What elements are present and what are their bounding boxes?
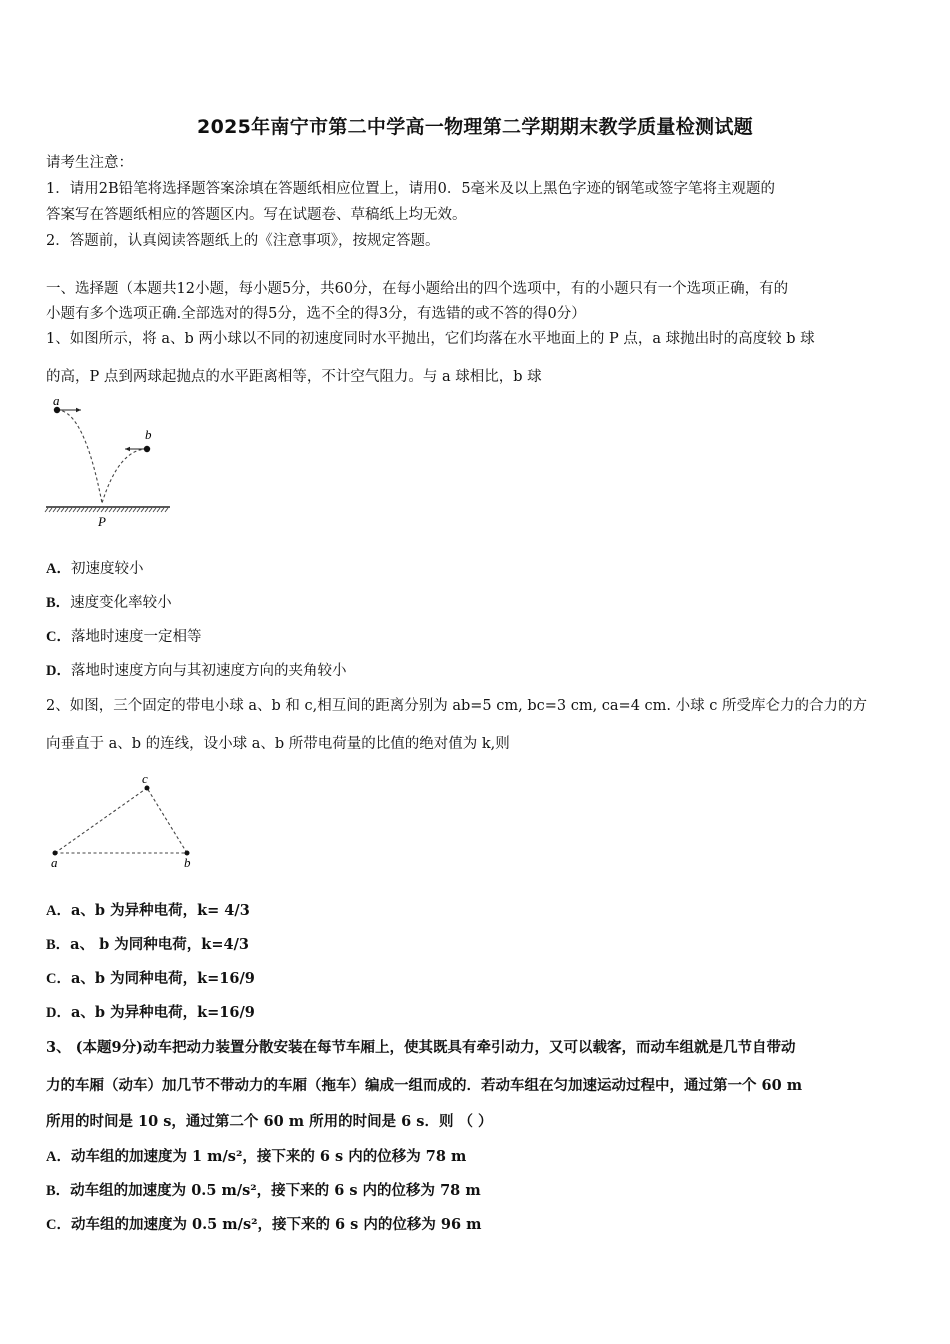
option-text: 动车组的加速度为 1 m/s²，接下来的 6 s 内的位移为 78 m [70, 1148, 467, 1165]
ground-hatch [97, 508, 100, 512]
question-2-stem-line-1: 2、如图，三个固定的带电小球 a、b 和 c,相互间的距离分别为 ab=5 cm, bc=3 cm, ca=4 cm. 小球 c 所受库仑力的合力的方 [46, 698, 867, 714]
question-3-option-a[interactable] [46, 1145, 466, 1166]
question-1-option-c[interactable] [46, 625, 201, 646]
ground-hatch [141, 508, 144, 512]
ground-hatch [61, 508, 64, 512]
option-letter: D． [46, 663, 71, 679]
notice-heading: 请考生注意： [46, 155, 133, 171]
option-letter: C． [46, 971, 71, 987]
ground-hatch [137, 508, 140, 512]
label-a: a [51, 855, 58, 870]
section-instructions-line-1: 一、选择题（本题共12小题，每小题5分，共60分，在每小题给出的四个选项中，有的小题只有一个选项正确，有的 [46, 281, 789, 297]
ground-hatch [73, 508, 76, 512]
option-letter: A． [46, 561, 71, 577]
ground-hatch [161, 508, 164, 512]
option-letter: D． [46, 1005, 71, 1021]
label-b: b [184, 855, 191, 870]
section-instructions-line-2: 小题有多个选项正确.全部选对的得5分，选不全的得3分，有选错的或不答的得0分） [46, 306, 586, 322]
option-text: 动车组的加速度为 0.5 m/s²，接下来的 6 s 内的位移为 96 m [70, 1216, 482, 1233]
ground-hatch [129, 508, 132, 512]
ground-hatch [165, 508, 168, 512]
option-letter: A． [46, 903, 71, 919]
ground-hatch [69, 508, 72, 512]
ground-hatch [133, 508, 136, 512]
ground-hatch [113, 508, 116, 512]
ground-hatch [85, 508, 88, 512]
ground-hatch [157, 508, 160, 512]
option-letter: B． [46, 1183, 71, 1199]
option-text: a、b 为异种电荷，k=16/9 [70, 1004, 255, 1021]
option-letter: A． [46, 1149, 71, 1165]
option-text: a、 b 为同种电荷，k=4/3 [70, 936, 249, 953]
segment-bc [147, 788, 187, 853]
ground-hatch [65, 508, 68, 512]
question-1-stem-line-1: 1、如图所示，将 a、b 两小球以不同的初速度同时水平抛出，它们均落在水平地面上的 P 点，a 球抛出时的高度较 b 球 [46, 331, 815, 347]
question-2-option-c[interactable] [46, 967, 255, 988]
option-text: 落地时速度方向与其初速度方向的夹角较小 [70, 663, 347, 679]
segment-ac [55, 788, 147, 853]
option-text: a、b 为异种电荷，k= 4/3 [70, 902, 250, 919]
ground-hatch [101, 508, 104, 512]
ground-hatch [89, 508, 92, 512]
ground-hatch [109, 508, 112, 512]
question-1-option-a[interactable] [46, 557, 143, 578]
ground-hatch [125, 508, 128, 512]
option-letter: B． [46, 937, 71, 953]
ground-hatch [57, 508, 60, 512]
question-2-stem-line-2: 向垂直于 a、b 的连线，设小球 a、b 所带电荷量的比值的绝对值为 k,则 [46, 736, 510, 752]
notice-item-1-line-1: 1．请用2B铅笔将选择题答案涂填在答题纸相应位置上，请用0．5毫米及以上黑色字迹的钢笔或签字笔将主观题的 [46, 181, 776, 197]
ball-b [144, 446, 150, 452]
label-p: P [98, 514, 106, 529]
ground-hatch [149, 508, 152, 512]
charge-triangle-figure [44, 770, 204, 870]
question-3-option-b[interactable] [46, 1179, 481, 1200]
charge-c [145, 786, 150, 791]
question-3-stem-line-2: 力的车厢（动车）加几节不带动力的车厢（拖车）编成一组而成的．若动车组在匀加速运动过程中，通过第一个 60 m [46, 1077, 803, 1094]
option-text: 速度变化率较小 [70, 595, 172, 611]
question-2-option-d[interactable] [46, 1001, 255, 1022]
ground-hatch [121, 508, 124, 512]
ground-hatch [53, 508, 56, 512]
page-title: 2025年南宁市第二中学高一物理第二学期期末教学质量检测试题 [197, 116, 753, 138]
ground-hatch [117, 508, 120, 512]
question-1-option-b[interactable] [46, 591, 172, 612]
question-3-stem-line-1: 3、 (本题9分)动车把动力装置分散安装在每节车厢上，使其既具有牵引动力，又可以载客，而动车组就是几节自带动 [46, 1039, 796, 1056]
projectile-figure [44, 395, 174, 530]
option-letter: C． [46, 1217, 71, 1233]
trajectory-b [102, 449, 147, 503]
label-b: b [145, 427, 152, 442]
ground-hatch [93, 508, 96, 512]
ground-line [45, 507, 170, 512]
ground-hatch [81, 508, 84, 512]
option-letter: B． [46, 595, 71, 611]
ground-hatch [153, 508, 156, 512]
ground-hatch [49, 508, 52, 512]
option-text: 动车组的加速度为 0.5 m/s²，接下来的 6 s 内的位移为 78 m [70, 1182, 481, 1199]
option-letter: C． [46, 629, 71, 645]
question-1-stem-line-2: 的高，P 点到两球起抛点的水平距离相等，不计空气阻力。与 a 球相比，b 球 [46, 369, 542, 385]
ground-hatch [77, 508, 80, 512]
question-3-option-c[interactable] [46, 1213, 481, 1234]
option-text: 初速度较小 [70, 561, 144, 577]
option-text: a、b 为同种电荷，k=16/9 [70, 970, 255, 987]
question-3-stem-line-3: 所用的时间是 10 s，通过第二个 60 m 所用的时间是 6 s．则 （ ） [46, 1113, 493, 1130]
question-2-option-a[interactable] [46, 899, 250, 920]
ground-hatch [145, 508, 148, 512]
trajectory-a [57, 410, 102, 503]
label-a: a [53, 395, 60, 408]
ground-hatch [105, 508, 108, 512]
notice-item-1-line-2: 答案写在答题纸相应的答题区内。写在试题卷、草稿纸上均无效。 [46, 207, 467, 223]
label-c: c [142, 771, 148, 786]
notice-item-2: 2．答题前，认真阅读答题纸上的《注意事项》，按规定答题。 [46, 233, 440, 249]
question-2-option-b[interactable] [46, 933, 249, 954]
ground-hatch [45, 508, 48, 512]
question-1-option-d[interactable] [46, 659, 346, 680]
option-text: 落地时速度一定相等 [70, 629, 202, 645]
